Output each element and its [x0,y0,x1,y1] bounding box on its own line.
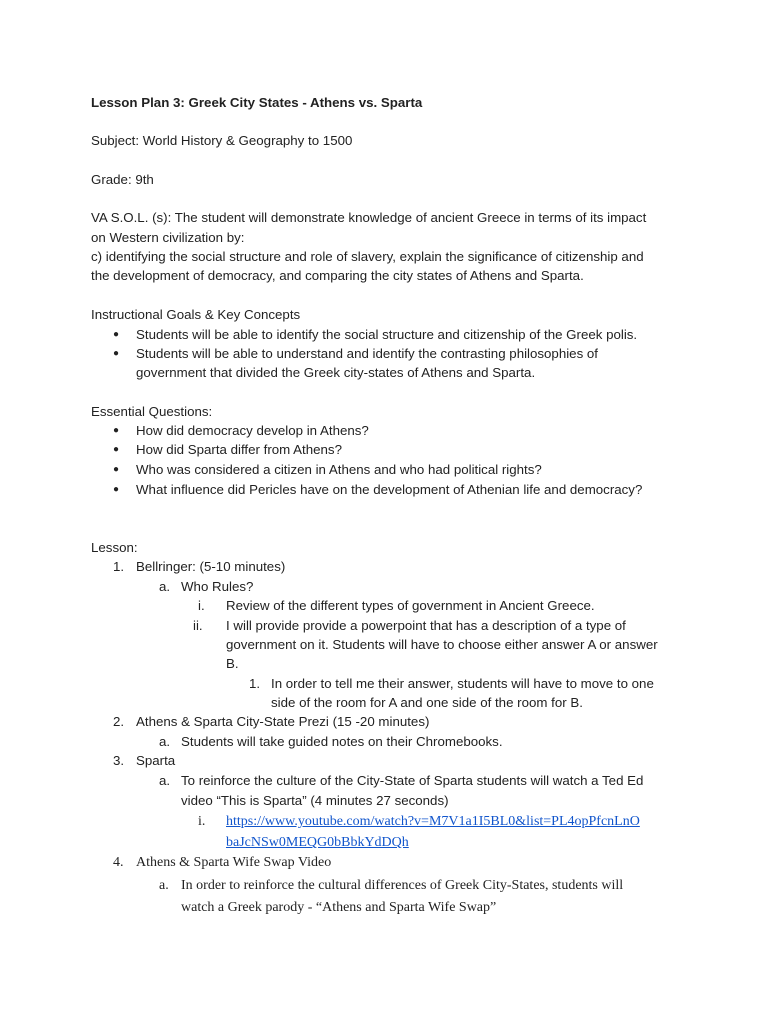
bullet-marker: ● [113,464,120,475]
list-marker: i. [198,814,206,829]
sol-line: on Western civilization by: [91,230,245,245]
lesson-detail: government on it. Students will have to choose either answer A or answer [226,637,658,652]
lesson-detail: side of the room for A and one side of the room for B. [271,695,583,710]
bullet-marker: ● [113,329,120,340]
question-item: How did democracy develop in Athens? [136,423,369,438]
lesson-substep: In order to reinforce the cultural differences of Greek City-States, students will [181,878,624,893]
question-item: What influence did Pericles have on the development of Athenian life and democracy? [136,482,643,497]
lesson-substep: Students will take guided notes on their Chromebooks. [181,734,503,749]
lesson-heading: Lesson: [91,540,138,555]
lesson-substep: To reinforce the culture of the City-State of Sparta students will watch a Ted Ed [181,773,644,788]
lesson-substep: Who Rules? [181,579,254,594]
lesson-detail: I will provide provide a powerpoint that has a description of a type of [226,618,626,633]
lesson-substep: video “This is Sparta” (4 minutes 27 seconds) [181,793,449,808]
lesson-step: Sparta [136,753,176,768]
sol-line: c) identifying the social structure and role of slavery, explain the significance of citizenship and [91,249,644,264]
sol-line: the development of democracy, and comparing the city states of Athens and Sparta. [91,268,584,283]
youtube-link[interactable]: https://www.youtube.com/watch?v=M7V1a1I5BL0&list=PL4opPfcnLnO [226,814,640,829]
list-marker: a. [159,878,169,893]
question-item: Who was considered a citizen in Athens and who had political rights? [136,462,542,477]
lesson-step: Bellringer: (5-10 minutes) [136,559,286,574]
bullet-marker: ● [113,348,120,359]
lesson-detail: In order to tell me their answer, students will have to move to one [271,676,654,691]
question-item: How did Sparta differ from Athens? [136,442,342,457]
page-title: Lesson Plan 3: Greek City States - Athens vs. Sparta [91,95,423,110]
list-marker: 4. [113,855,124,870]
grade-line: Grade: 9th [91,172,154,187]
subject-line: Subject: World History & Geography to 1500 [91,133,353,148]
list-marker: a. [159,734,171,749]
bullet-marker: ● [113,444,120,455]
list-marker: i. [198,598,205,613]
goal-item: government that divided the Greek city-states of Athens and Sparta. [136,365,536,380]
list-marker: a. [159,773,171,788]
goals-heading: Instructional Goals & Key Concepts [91,307,301,322]
list-marker: ii. [193,618,203,633]
questions-heading: Essential Questions: [91,404,213,419]
goal-item: Students will be able to identify the social structure and citizenship of the Greek polis. [136,327,638,342]
lesson-detail: B. [226,656,239,671]
youtube-link[interactable]: baJcNSw0MEQG0bBbkYdDQh [226,835,409,850]
lesson-substep: watch a Greek parody - “Athens and Sparta Wife Swap” [181,900,497,915]
list-marker: 1. [113,559,125,574]
sol-line: VA S.O.L. (s): The student will demonstrate knowledge of ancient Greece in terms of its impact [91,210,647,225]
lesson-detail: Review of the different types of government in Ancient Greece. [226,598,595,613]
list-marker: 2. [113,714,125,729]
list-marker: 3. [113,753,125,768]
list-marker: 1. [249,676,261,691]
goal-item: Students will be able to understand and identify the contrasting philosophies of [136,346,599,361]
lesson-step: Athens & Sparta City-State Prezi (15 -20 minutes) [136,714,430,729]
bullet-marker: ● [113,425,120,436]
list-marker: a. [159,579,171,594]
lesson-step: Athens & Sparta Wife Swap Video [136,855,332,870]
bullet-marker: ● [113,484,120,495]
